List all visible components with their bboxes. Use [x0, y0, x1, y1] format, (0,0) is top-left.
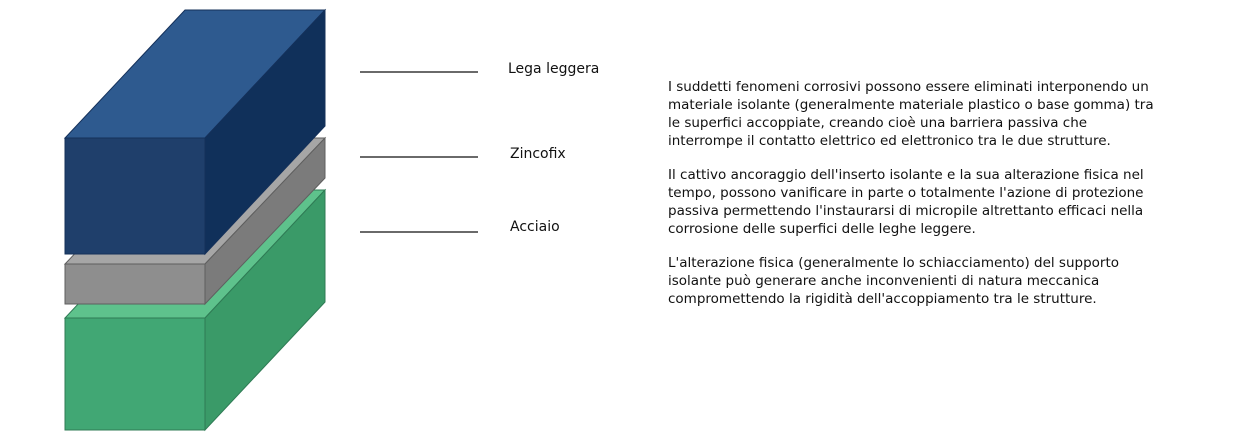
description-paragraph-1: I suddetti fenomeni corrosivi possono essere eliminati interponendo un materiale isolante (generalmente materiale plastico o base gomma) tra le superfici accoppiate, creando cioè una barriera passiva che interrompe il contatto elettrico ed elettronico tra le due strutture.	[668, 79, 1154, 149]
lega-leggera-label: Lega leggera	[508, 61, 600, 77]
description-paragraph-3: L'alterazione fisica (generalmente lo schiacciamento) del supporto isolante può generare anche inconvenienti di natura meccanica compromettendo la rigidità dell'accoppiamento tra le strutture.	[668, 255, 1120, 307]
zincofix-label: Zincofix	[510, 146, 566, 162]
zincofix-front-face	[65, 264, 205, 304]
lega-leggera-front-face	[65, 138, 205, 254]
acciaio-front-face	[65, 318, 205, 430]
description-paragraph-2: Il cattivo ancoraggio dell'inserto isolante e la sua alterazione fisica nel tempo, possono vanificare in parte o totalmente l'azione di protezione passiva permettendo l'instaurarsi di micropile altrettanto efficaci nella corrosione delle superfici delle leghe leggere.	[668, 167, 1144, 237]
acciaio-label: Acciaio	[510, 219, 560, 235]
description-text	[668, 78, 1228, 324]
